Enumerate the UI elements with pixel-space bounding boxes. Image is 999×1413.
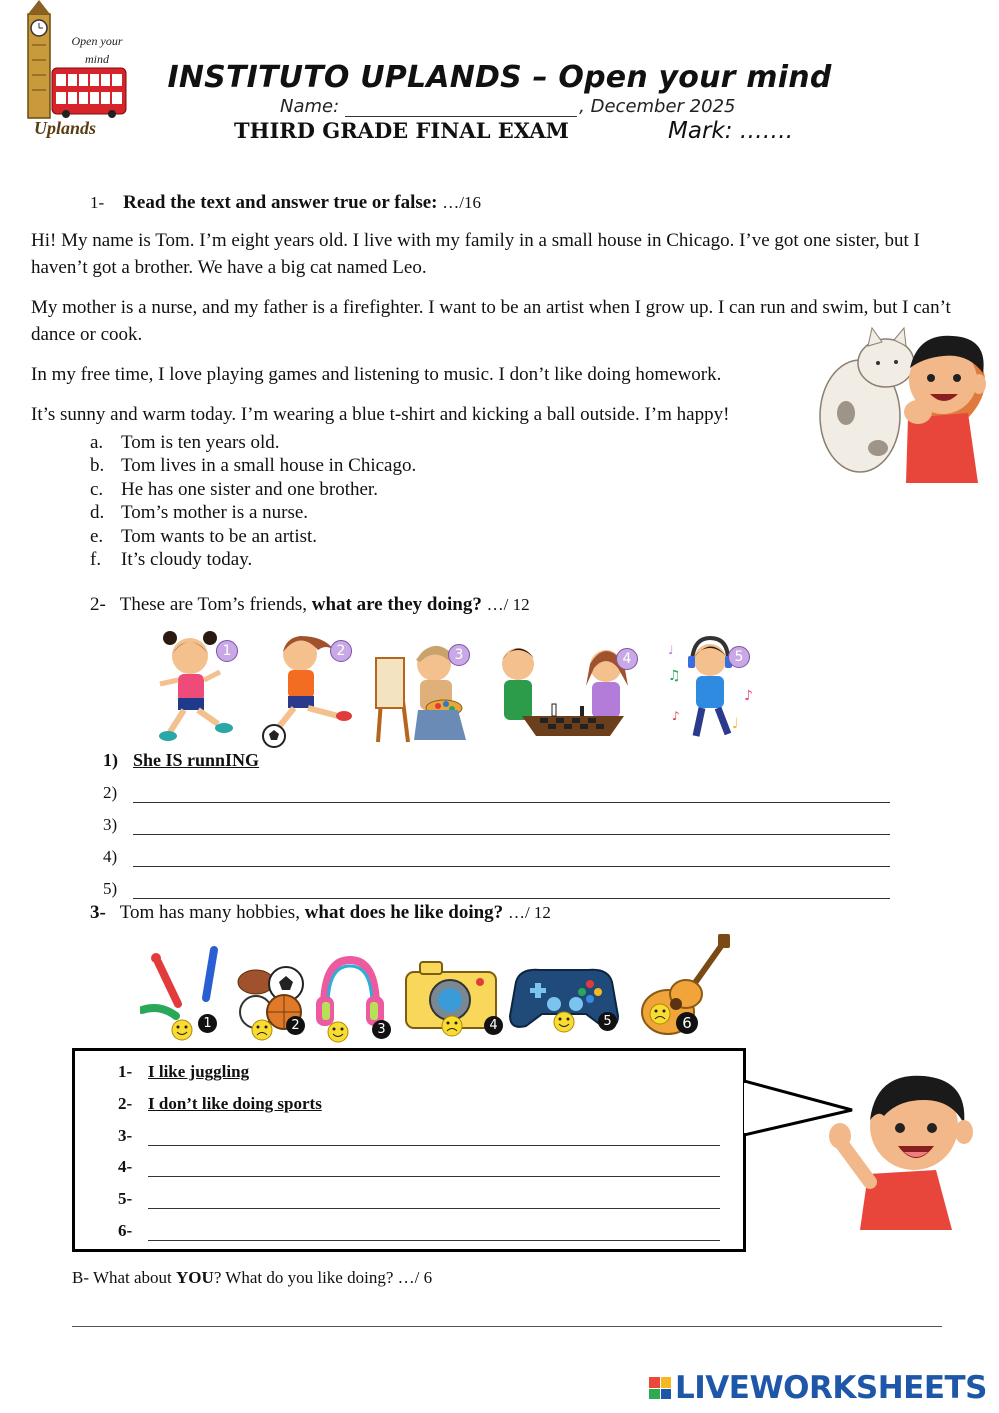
hobby-answer-input[interactable] [148,1190,720,1209]
hobby-answer-input[interactable] [148,1222,720,1241]
hobby-answer-input[interactable] [148,1127,720,1146]
section3-heading [90,902,551,924]
statement-b [90,454,416,477]
hobby-answer-row-4 [118,1153,720,1177]
waving-boy-illustration [828,1070,982,1230]
logo-wordmark: Uplands [34,118,97,138]
section1-score: …/16 [442,193,481,212]
mark-field[interactable]: Mark: ……. [668,118,794,144]
sample-answer: I like juggling [148,1062,250,1081]
friends-activities-pictures [148,624,758,750]
hobby-number-badge: 1 [198,1014,217,1033]
sectionB-prefix: B- What about [72,1268,172,1287]
picture-number-badge: 2 [330,640,352,662]
answer-input[interactable] [133,784,890,803]
hobby-answer-number: 5- [118,1189,133,1208]
answer-row-4 [103,843,890,867]
hobby-answer-number: 2- [118,1094,133,1113]
exam-title: THIRD GRADE FINAL EXAM [234,118,569,143]
statement-text: Tom wants to be an artist. [121,525,318,547]
svg-text:♩: ♩ [732,716,739,732]
statement-e [90,525,416,548]
hobby-answer-number: 4- [118,1157,133,1176]
svg-text:♩: ♩ [668,643,674,657]
hobby-answer-row-5 [118,1185,720,1209]
statement-text: Tom lives in a small house in Chicago. [121,455,417,477]
section2-instruction: These are Tom’s friends, [119,594,307,615]
hobby-number-badge: 2 [286,1016,305,1035]
statement-letter: f. [90,549,102,571]
boy-with-cat-illustration [818,318,993,483]
answer-row-5 [103,875,890,899]
section2-number: 2- [90,594,106,615]
statement-text: He has one sister and one brother. [121,478,378,500]
liveworksheets-logo-icon [649,1377,671,1399]
statement-letter: d. [90,502,105,524]
svg-text:♪: ♪ [672,709,680,723]
section3-instruction: Tom has many hobbies, [119,902,300,923]
hobby-answer-row-1 [118,1058,249,1082]
sectionB-you: YOU [176,1268,214,1287]
face-sad-4 [442,1016,462,1036]
name-line [280,96,736,117]
face-happy-3 [328,1022,348,1042]
answer-input[interactable] [133,816,890,835]
statement-letter: a. [90,432,104,453]
answer-row-2 [103,779,890,803]
section3-score: …/ 12 [507,903,551,922]
hobby-answer-number: 6- [118,1221,133,1240]
answer-row-1 [103,747,259,771]
reading-paragraph-2: My mother is a nurse, and my father is a firefighter. I want to be an artist when I grow up. I can run and swim, but I can’t dance or cook. [31,297,951,345]
hobby-answer-row-6 [118,1217,720,1241]
section2-score: …/ 12 [486,595,530,614]
answer-number: 2) [103,783,118,802]
name-label: Name: [280,96,340,117]
answer-number: 1) [103,750,118,770]
statement-a [90,431,416,454]
exam-date: , December 2025 [579,96,736,117]
logo-square-4 [661,1389,672,1400]
face-happy-5 [554,1012,574,1032]
hobby-number-badge: 4 [484,1016,503,1035]
hobby-answer-input[interactable] [148,1158,720,1177]
section2-heading [90,594,530,616]
answer-input[interactable] [133,848,890,867]
statement-letter: c. [90,478,104,500]
brand-name: LIVEWORKSHEETS [675,1370,987,1406]
hobby-answer-row-3 [118,1122,720,1146]
statement-letter: e. [90,525,104,547]
picture-number-badge: 1 [216,640,238,662]
svg-text:♫: ♫ [668,668,681,684]
statement-text: It’s cloudy today. [121,549,253,571]
picture-number-badge: 4 [616,648,638,670]
section1-instruction: Read the text and answer true or false: [123,192,438,213]
hobby-answer-number: 3- [118,1126,133,1145]
reading-paragraph-3: In my free time, I love playing games and listening to music. I don’t like doing homework. [31,364,722,385]
logo-square-1 [649,1377,660,1388]
logo-square-2 [661,1377,672,1388]
sample-answer: I don’t like doing sports [148,1094,322,1113]
answer-row-3 [103,811,890,835]
reading-paragraph-4: It’s sunny and warm today. I’m wearing a blue t-shirt and kicking a ball outside. I’m happy! [31,404,730,425]
picture-number-badge: 3 [448,644,470,666]
face-sad-6 [650,1004,670,1024]
hobby-answer-row-2 [118,1090,322,1114]
kids-playing-chess-picture [502,648,628,736]
sample-answer: She IS runnING [133,750,260,770]
section3-number: 3- [90,902,106,923]
answer-number: 4) [103,847,118,866]
answer-number: 5) [103,879,118,898]
statement-c [90,478,416,501]
juggling-clubs-picture [142,950,214,1016]
face-happy-1 [172,1020,192,1040]
answer-input[interactable] [133,880,890,899]
hobby-number-badge: 6 [676,1012,698,1034]
face-sad-2 [252,1020,272,1040]
sectionB-suffix: ? What do you like doing? …/ 6 [213,1268,433,1287]
liveworksheets-brand[interactable] [649,1370,987,1406]
name-field[interactable] [345,100,577,117]
section1-number: 1- [90,193,105,212]
statement-f [90,548,416,571]
logo-slogan: Open your mind [71,34,123,66]
section2-instruction-bold: what are they doing? [311,594,482,615]
answer-number: 3) [103,815,118,834]
statement-letter: b. [90,455,105,477]
hobby-answer-number: 1- [118,1062,133,1081]
svg-text:♪: ♪ [744,688,753,704]
true-false-list [90,431,416,571]
logo-square-3 [649,1389,660,1400]
statement-text: Tom’s mother is a nurse. [121,502,309,524]
headphones-picture [316,960,384,1026]
sectionB-answer-input[interactable] [72,1326,942,1327]
section3-instruction-bold: what does he like doing? [304,902,504,923]
page-title: INSTITUTO UPLANDS – Open your mind [167,60,832,95]
reading-paragraph-1: Hi! My name is Tom. I’m eight years old. I live with my family in a small house in Chicago. I’ve got one sister, but I haven’t got a brother. We have a big cat named Leo. [31,230,920,278]
statement-text: Tom is ten years old. [121,432,280,453]
section1-heading [90,192,481,214]
picture-number-badge: 5 [728,646,750,668]
hobby-number-badge: 5 [598,1012,617,1031]
statement-d [90,501,416,524]
sectionB-question [72,1268,432,1288]
hobbies-pictures [140,932,740,1044]
hobby-number-badge: 3 [372,1020,391,1039]
